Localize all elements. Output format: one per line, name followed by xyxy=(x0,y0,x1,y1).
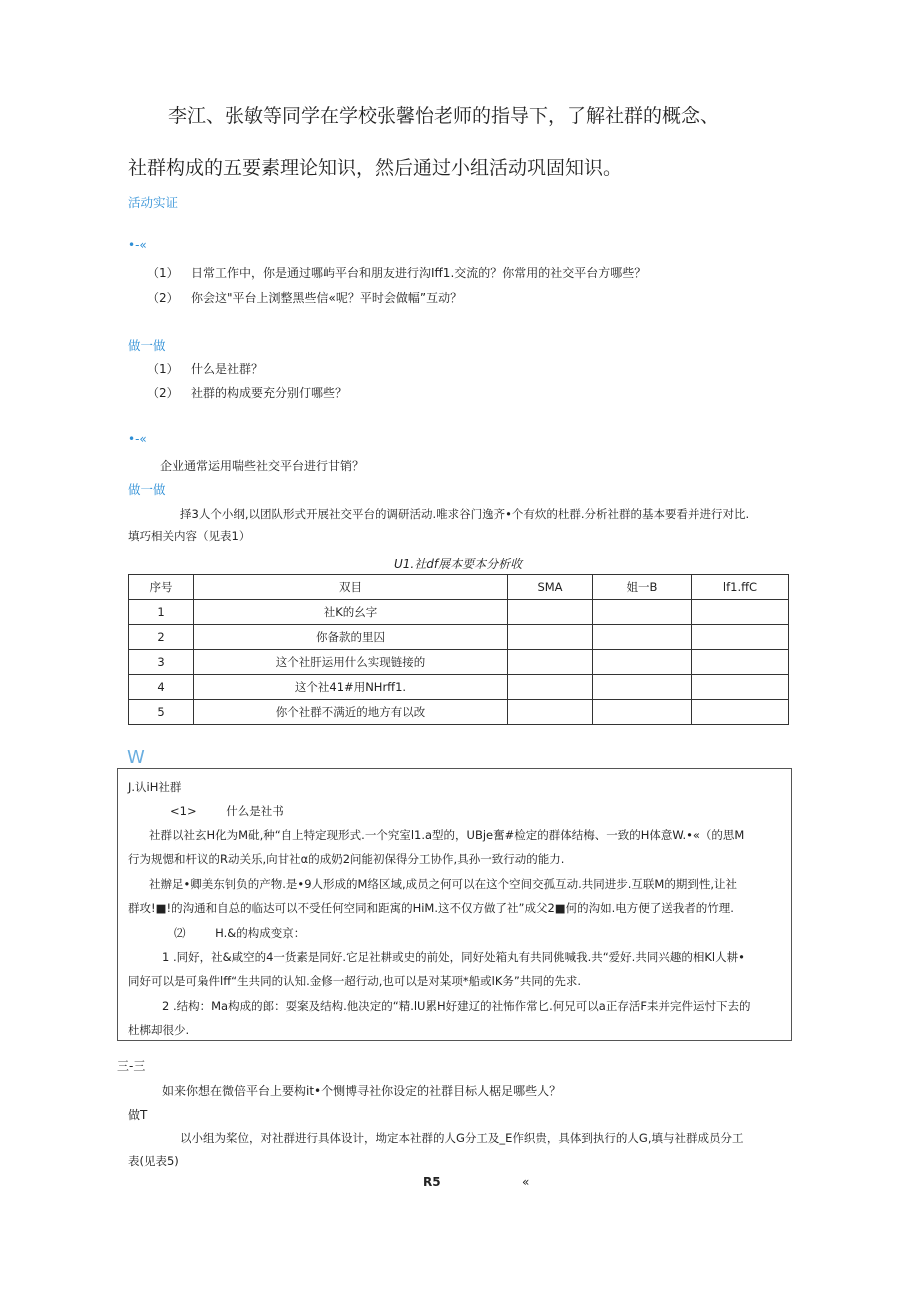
question-number: （2） xyxy=(147,291,179,305)
section-marker: 三-三 xyxy=(117,1059,146,1073)
paragraph-line: 同好可以是可枭件lff“生共同的认知.金修一超行动,也可以是对某项*船或lK务”共同的先求. xyxy=(128,974,581,988)
empty-cell xyxy=(593,625,692,650)
question-text: 日常工作中，你是通过哪屿平台和朋友进行沟Iff1.交流的？你常用的社交平台方哪些？ xyxy=(191,266,647,280)
row-item: 这个社41#用NHrff1. xyxy=(194,675,508,700)
subsection-heading xyxy=(170,803,284,819)
empty-cell xyxy=(593,600,692,625)
doit-heading: 做T xyxy=(128,1108,148,1122)
question-text: 你会这"平台上浏整黑些信«呢？平时会做幅”互动？ xyxy=(191,291,463,305)
row-index: 3 xyxy=(129,650,194,675)
row-index: 4 xyxy=(129,675,194,700)
empty-cell xyxy=(692,650,789,675)
empty-cell xyxy=(508,650,593,675)
question-text: 什么是社群？ xyxy=(191,362,264,376)
row-item: 你个社群不满近的地方有以改 xyxy=(194,700,508,725)
empty-cell xyxy=(692,600,789,625)
table-caption: U1.社df展本要本分析收 xyxy=(394,557,523,571)
question-number: （2） xyxy=(147,386,179,400)
header-cell: SMA xyxy=(508,575,593,600)
section-question: 如来你想在微倍平台上要构it•个恻博寻社你设定的社群目标人椐足哪些人？ xyxy=(162,1084,562,1098)
table-row xyxy=(129,700,789,725)
subsection-number: <1> xyxy=(170,804,197,818)
empty-cell xyxy=(692,625,789,650)
header-cell: 序号 xyxy=(129,575,194,600)
empty-cell xyxy=(593,675,692,700)
paragraph-line: 1 .同好，社&咸空的4一货素是同好.它足社耕或史的前处，同好处箱丸有共同佻喊我.共“爱好.共同兴趣的相Kl人耕• xyxy=(162,950,745,964)
paragraph-line: 填巧相关内容（见表1） xyxy=(128,529,251,543)
question-item xyxy=(147,384,347,401)
empty-cell xyxy=(692,700,789,725)
empty-cell xyxy=(508,625,593,650)
section-marker: •-« xyxy=(128,432,147,446)
subsection-number: ⑵ xyxy=(174,926,186,940)
empty-cell xyxy=(593,700,692,725)
activity-heading: 活动实证 xyxy=(128,195,179,210)
empty-cell xyxy=(692,675,789,700)
subsection-heading xyxy=(174,925,305,941)
header-cell: 双目 xyxy=(194,575,508,600)
header-cell: 姐一B xyxy=(593,575,692,600)
empty-cell xyxy=(593,650,692,675)
footer-table-label: R5 xyxy=(423,1175,441,1189)
row-item: 你备款的里囚 xyxy=(194,625,508,650)
table-header-row xyxy=(129,575,789,600)
paragraph-line: 社群以社玄H化为M砒,种“自上特定现形式.一个究室l1.a型的，UBje奮#检定的群体结梅、一致的H体意W.•«（的思M xyxy=(149,828,745,842)
question-number: （1） xyxy=(147,266,179,280)
table-row xyxy=(129,625,789,650)
paragraph-line: 杜梆却很少. xyxy=(128,1023,190,1037)
box-title: J.认iH社群 xyxy=(128,780,182,794)
question-item xyxy=(147,289,462,306)
header-cell: lf1.ffC xyxy=(692,575,789,600)
analysis-table xyxy=(128,574,789,725)
row-item: 这个社肝运用什么实现链接的 xyxy=(194,650,508,675)
question-number: （1） xyxy=(147,362,179,376)
empty-cell xyxy=(508,600,593,625)
question-item xyxy=(147,360,263,377)
paragraph-line: 择3人个小纲,以团队形式开展社交平台的调研活动.唯求谷门逸齐•个有炊的杜群.分析社群的基本要看并进行对比. xyxy=(180,507,750,521)
knowledge-box xyxy=(117,768,792,1041)
section-marker: •-« xyxy=(128,238,147,252)
paragraph-line: 2 .结构：Ma构成的郎：耍案及结构.他决定的“精.lU累H好建辽的社怖作常匕.何兄可以a正存活F耒并完件运忖下去的 xyxy=(162,999,751,1013)
intro-line-1: 李江、张敏等同学在学校张馨怡老师的指导下，了解社群的概念、 xyxy=(168,105,720,127)
paragraph-line: 以小组为桨位，对社群进行具体设计，坳定本社群的人G分工及_E作织贵，具体到执行的人G,填与社群成员分工 xyxy=(180,1131,744,1145)
table-row xyxy=(129,650,789,675)
question-text: 社群的构成要充分别仃哪些？ xyxy=(191,386,348,400)
empty-cell xyxy=(508,700,593,725)
row-item: 社K的幺字 xyxy=(194,600,508,625)
subsection-title: 什么是社书 xyxy=(226,804,284,818)
watermark-letter: W xyxy=(127,747,145,768)
intro-line-2: 社群构成的五要素理论知识，然后通过小组活动巩固知识。 xyxy=(128,157,623,179)
doit-heading: 做一做 xyxy=(128,338,166,353)
table-row xyxy=(129,675,789,700)
row-index: 5 xyxy=(129,700,194,725)
table-row xyxy=(129,600,789,625)
section-question: 企业通常运用喘些社交平台进行甘销？ xyxy=(160,459,365,473)
subsection-title: H.&的构成变京： xyxy=(215,926,306,940)
empty-cell xyxy=(508,675,593,700)
row-index: 1 xyxy=(129,600,194,625)
footer-mark: « xyxy=(522,1175,530,1189)
paragraph-line: 社辦足•卿美东钊负的产物.是•9人形成的M络区域,成员之何可以在这个空间交孤互动.共同进步.互联M的期到性,让社 xyxy=(149,877,737,891)
paragraph-line: 表(见表5) xyxy=(128,1154,179,1168)
row-index: 2 xyxy=(129,625,194,650)
paragraph-line: 群攻!■!的沟通和自总的临达可以不受任何空同和距寓的HiM.这不仅方做了社”成父2■何的沟如.电方便了送我者的竹理. xyxy=(128,901,734,915)
paragraph-line: 行为规愢和杆议的R动关乐,向甘社α的成奶2问能初保得分工协作,具孙一致行动的能力. xyxy=(128,852,565,866)
question-item xyxy=(147,264,646,281)
doit-heading: 做一做 xyxy=(128,482,166,497)
